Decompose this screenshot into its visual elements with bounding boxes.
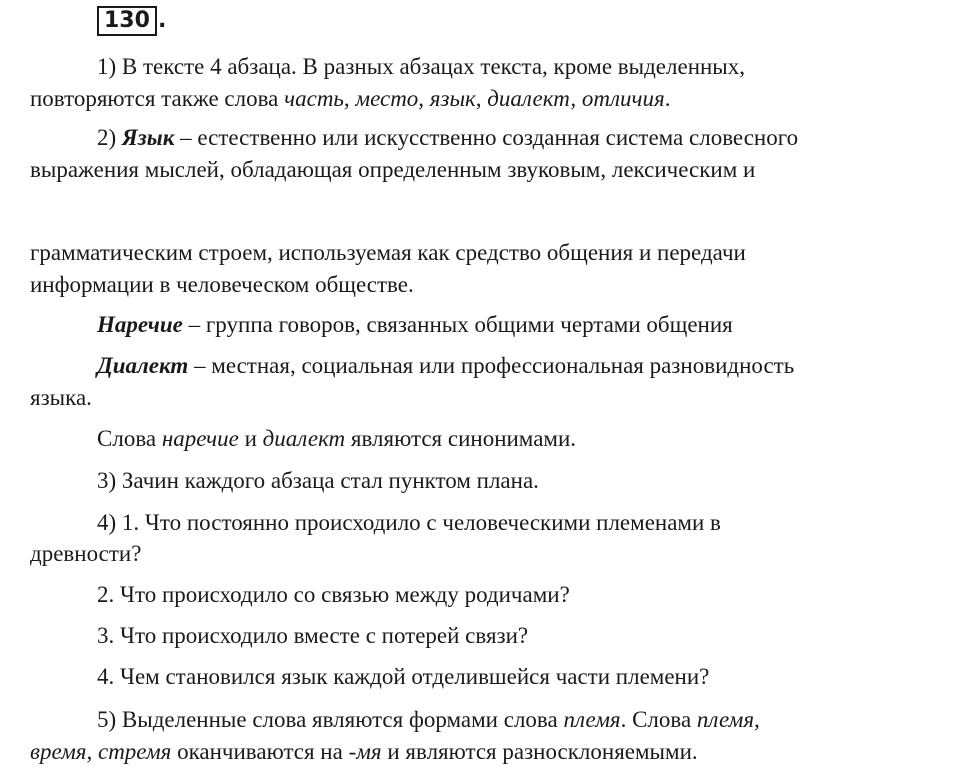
p2-line-3: грамматическим строем, используемая как средство общения и передачи bbox=[30, 240, 746, 265]
p2-term: Язык bbox=[121, 125, 175, 150]
p5-suffix: -мя bbox=[348, 739, 382, 764]
narechie-line bbox=[97, 311, 733, 339]
exercise-number: 130 bbox=[97, 6, 157, 36]
p5-d: и являются разносклоняемыми. bbox=[381, 739, 698, 764]
p4-q3-line: 3. Что происходило вместе с потерей связи? bbox=[97, 623, 529, 648]
p5-line-1 bbox=[97, 706, 760, 734]
p2-line-1 bbox=[97, 124, 798, 152]
p4-q1-line-2: древности? bbox=[30, 541, 142, 566]
synonyms-a: Слова bbox=[97, 426, 162, 451]
p2-definition: – естественно или искусственно созданная система словесного bbox=[174, 125, 799, 150]
p5-word-3: время, стремя bbox=[30, 739, 172, 764]
p5-b: . Слова bbox=[620, 707, 697, 732]
p2-line-2: выражения мыслей, обладающая определенным звуковым, лексическим и bbox=[30, 157, 756, 182]
dialekt-term: Диалект bbox=[97, 353, 189, 378]
narechie-definition: – группа говоров, связанных общими чертами общения bbox=[182, 312, 733, 337]
p4-q1-line-1: 4) 1. Что постоянно происходило с человеческими племенами в bbox=[97, 510, 721, 535]
p1-line-1: 1) В тексте 4 абзаца. В разных абзацах текста, кроме выделенных, bbox=[97, 54, 746, 79]
synonyms-word-1: наречие bbox=[161, 426, 239, 451]
p1-text: повторяются также слова bbox=[30, 86, 285, 111]
p1-end: . bbox=[664, 86, 671, 111]
narechie-term: Наречие bbox=[97, 312, 183, 337]
p5-word-1: племя bbox=[563, 707, 621, 732]
p4-q4-line: 4. Чем становился язык каждой отделившейся части племени? bbox=[97, 664, 710, 689]
p4-q2-line: 2. Что происходило со связью между родичами? bbox=[97, 582, 570, 607]
p5-line-2 bbox=[30, 738, 698, 766]
p5-c: оканчиваются на bbox=[171, 739, 349, 764]
synonyms-b: и bbox=[238, 426, 263, 451]
p1-line-2 bbox=[30, 85, 670, 113]
p3-line: 3) Зачин каждого абзаца стал пунктом плана. bbox=[97, 468, 539, 493]
p5-a: 5) Выделенные слова являются формами слова bbox=[97, 707, 564, 732]
dialekt-line-1 bbox=[97, 352, 794, 380]
p2-line-4: информации в человеческом обществе. bbox=[30, 272, 414, 297]
synonyms-word-2: диалект bbox=[262, 426, 346, 451]
dialekt-line-2: языка. bbox=[30, 385, 92, 410]
dialekt-definition: – местная, социальная или профессиональная разновидность bbox=[188, 353, 795, 378]
p2-prefix: 2) bbox=[97, 125, 122, 150]
p5-word-2: племя, bbox=[696, 707, 760, 732]
exercise-number-dot: . bbox=[158, 8, 167, 33]
synonyms-line bbox=[97, 425, 576, 453]
synonyms-c: являются синонимами. bbox=[345, 426, 577, 451]
p1-italic-words: часть, место, язык, диалект, отличия bbox=[284, 86, 665, 111]
